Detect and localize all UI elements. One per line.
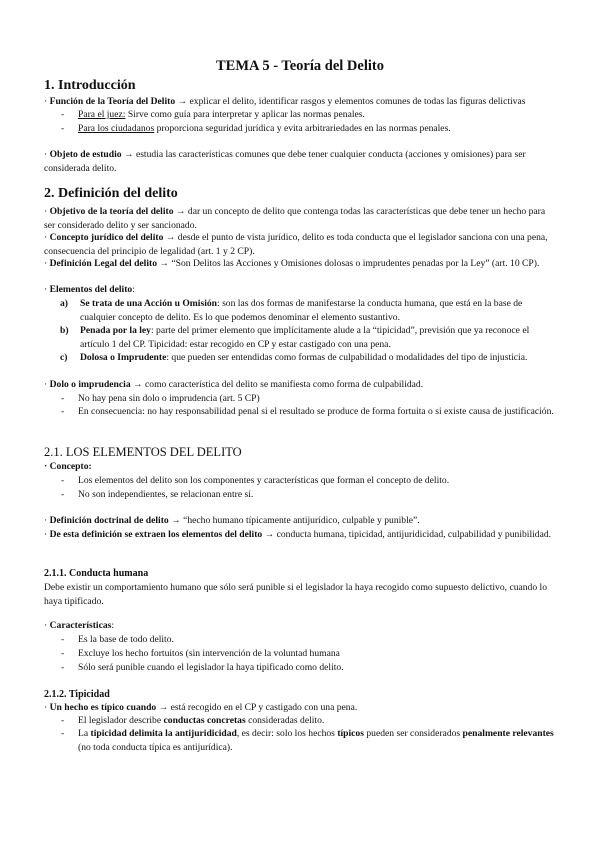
paragraph-funcion: · Función de la Teoría del Delito → explicar el delito, identificar rasgos y elementos comunes de todas las figuras delictivas [44,96,526,107]
list-item: - En consecuencia: no hay responsabilidad penal si el resultado se produce de forma fortuita o si existe causa de justificación. [61,406,554,417]
list-item: - No son independientes, se relacionan entre sí. [61,489,254,500]
list-item: - Excluye los hecho fortuitos (sin intervención de la voluntad humana [61,648,340,659]
paragraph-objeto: · Objeto de estudio → estudia las características comunes que debe tener cualquier conducta (acciones y omisiones) para ser considerada delito. [44,149,526,174]
list-item: - Sólo será punible cuando el legislador la haya tipificado como delito. [61,662,344,673]
paragraph-definicion-doctrinal: · Definición doctrinal de delito → “hecho humano típicamente antijurídico, culpable y punible”. [44,515,420,526]
paragraph-concepto: · Concepto: [44,461,92,472]
list-item: - Para el juez: Sirve como guía para interpretar y aplicar las normas penales. [61,109,365,120]
list-item: - Es la base de todo delito. [61,634,174,645]
subsection-heading-conducta: 2.1.1. Conducta humana [44,568,149,579]
section-heading-definicion: 2. Definición del delito [44,186,178,201]
page-title: TEMA 5 - Teoría del Delito [216,58,384,74]
list-item: - La tipicidad delimita la antijuridicidad, es decir: solo los hechos típicos pueden ser considerados penalmente relevantes (no toda conducta típica es antijurídica). [61,728,554,753]
section-heading-introduccion: 1. Introducción [44,78,136,93]
paragraph-objetivo: · Objetivo de la teoría del delito → dar un concepto de delito que contenga todas las características que debe tener un hecho para ser considerado delito y ser sancionado. [44,206,546,231]
paragraph-elementos-extraidos: · De esta definición se extraen los elementos del delito → conducta humana, tipicidad, antijuridicidad, culpabilidad y punibilidad. [44,529,552,540]
paragraph-elementos: · Elementos del delito: [44,284,135,295]
list-item: a) Se trata de una Acción u Omisión: son las dos formas de manifestarse la conducta humana, que está en la base de cualquier concepto de delito. Es lo que podemos denominar el elemento sustantivo. [60,298,523,323]
section-heading-elementos: 2.1. LOS ELEMENTOS DEL DELITO [44,445,242,459]
list-item: - Los elementos del delito son los componentes y características que forman el concepto de delito. [61,475,450,486]
list-item: b) Penada por la ley: parte del primer elemento que implícitamente alude a la “tipicidad”, previsión que ya reconoce el artículo 1 del CP. Tipicidad: estar recogido en CP y estar castigado con una pena. [60,325,530,350]
subsection-heading-tipicidad: 2.1.2. Tipicidad [44,689,110,700]
paragraph-hecho-tipico: · Un hecho es típico cuando → está recogido en el CP y castigado con una pena. [44,702,358,713]
list-item: - No hay pena sin dolo o imprudencia (art. 5 CP) [61,393,260,404]
paragraph-caracteristicas: · Características: [44,620,115,631]
paragraph-concepto-juridico: · Concepto jurídico del delito → desde el punto de vista jurídico, delito es toda conducta que el legislador sanciona con una pena, consecuencia del principio de legalidad (art. 1 y 2 CP). [44,232,548,257]
list-item: c) Dolosa o Imprudente: que pueden ser entendidas como formas de culpabilidad o modalidades del tipo de injusticia. [60,352,528,363]
paragraph-dolo: · Dolo o imprudencia → como característica del delito se manifiesta como forma de culpabilidad. [44,379,424,390]
list-item: - El legislador describe conductas concretas consideradas delito. [61,715,325,726]
list-item: - Para los ciudadanos proporciona seguridad jurídica y evita arbitrariedades en las normas penales. [61,123,451,134]
paragraph-definicion-legal: · Definición Legal del delito → “Son Delitos las Acciones y Omisiones dolosas o imprudentes penadas por la Ley” (art. 10 CP). [44,258,540,269]
paragraph-conducta: Debe existir un comportamiento humano que sólo será punible si el legislador la haya recogido como supuesto delictivo, cuando lo haya tipificado. [44,582,548,607]
